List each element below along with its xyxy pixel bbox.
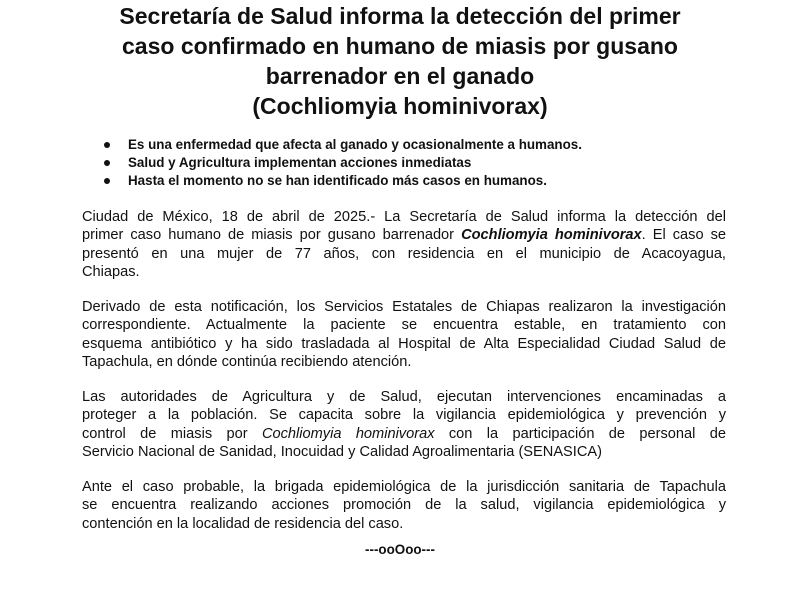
paragraph-line: correspondiente. Actualmente la paciente se encuentra estable, en tratamiento con <box>82 317 726 334</box>
scientific-name: Cochliomyia hominivorax <box>461 227 642 244</box>
paragraph-line: Servicio Nacional de Sanidad, Inocuidad y Calidad Agroalimentaria (SENASICA) <box>82 444 602 461</box>
key-point-text: Hasta el momento no se han identificado más casos en humanos. <box>128 173 547 188</box>
press-release-title <box>40 1 760 121</box>
title-line-scientific-name: (Cochliomyia hominivorax) <box>252 93 548 120</box>
paragraph-line: Ciudad de México, 18 de abril de 2025.- La Secretaría de Salud informa la detección del <box>82 209 726 225</box>
key-point <box>98 172 582 190</box>
key-point <box>98 154 582 172</box>
paragraph-line: Derivado de esta notificación, los Servicios Estatales de Chiapas realizaron la investigación <box>82 299 726 315</box>
bullet-dot-icon <box>104 160 110 166</box>
paragraph-line: Las autoridades de Agricultura y de Salud, ejecutan intervenciones encaminadas a <box>82 389 726 405</box>
paragraph-line <box>82 226 726 244</box>
paragraph-line: presentó en una mujer de 77 años, con residencia en el municipio de Acacoyagua, <box>82 245 726 262</box>
title-line: Secretaría de Salud informa la detección del primer <box>119 3 681 30</box>
paragraph-line: se encuentra realizando acciones promoción de la salud, vigilancia epidemiológica y <box>82 497 726 514</box>
paragraph-line: Chiapas. <box>82 264 140 281</box>
text-run: . El caso se <box>641 227 727 244</box>
paragraph-line: proteger a la población. Se capacita sobre la vigilancia epidemiológica y prevención y <box>82 407 726 424</box>
scientific-name: Cochliomyia hominivorax <box>261 425 435 442</box>
title-line: barrenador en el ganado <box>265 63 535 90</box>
paragraph-line: esquema antibiótico y ha sido trasladada al Hospital de Alta Especialidad Ciudad Salud de <box>82 335 726 352</box>
paragraph-line <box>82 425 726 443</box>
bullet-dot-icon <box>104 178 110 184</box>
closing-mark: ---ooOoo--- <box>365 542 435 557</box>
paragraph-line: Ante el caso probable, la brigada epidemiológica de la jurisdicción sanitaria de Tapachula <box>82 479 726 495</box>
text-run: con la participación de personal de <box>434 425 726 442</box>
key-points-list <box>98 136 582 190</box>
key-point-text: Es una enfermedad que afecta al ganado y ocasionalmente a humanos. <box>128 137 582 152</box>
key-point-text: Salud y Agricultura implementan acciones inmediatas <box>128 155 472 170</box>
paragraph-interventions <box>82 388 726 462</box>
text-run: control de miasis por <box>82 425 262 442</box>
bullet-dot-icon <box>104 142 110 148</box>
key-point <box>98 136 582 154</box>
paragraph-line: contención en la localidad de residencia del caso. <box>82 515 404 532</box>
title-line: caso confirmado en humano de miasis por gusano <box>122 33 678 60</box>
paragraph-investigation <box>82 298 726 372</box>
paragraph-brigade <box>82 478 726 533</box>
text-run: primer caso humano de miasis por gusano barrenador <box>82 227 462 244</box>
paragraph-announcement <box>82 208 726 282</box>
paragraph-line: Tapachula, en dónde continúa recibiendo atención. <box>82 354 412 371</box>
